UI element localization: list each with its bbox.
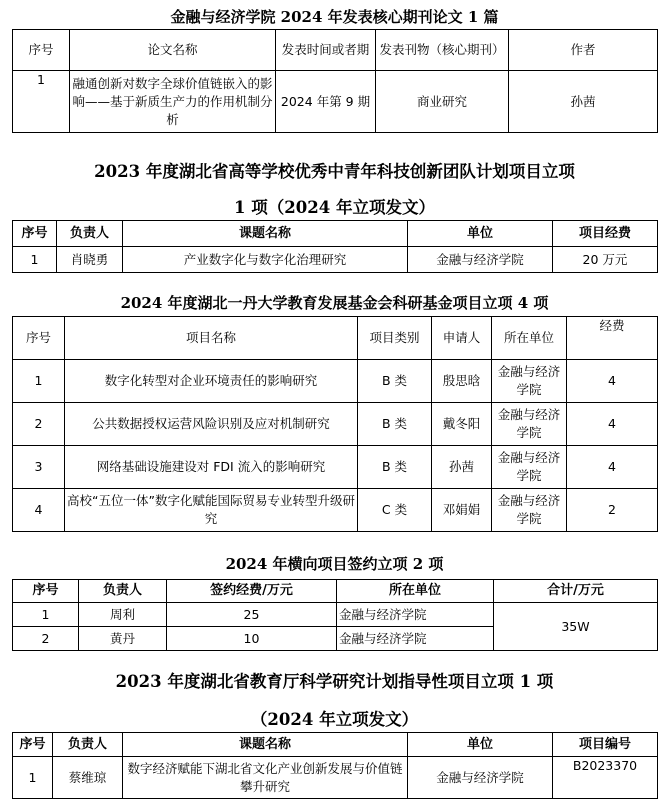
cell-leader: 肖晓勇 [57,247,123,273]
cell-unit: 金融与经济学院 [492,489,567,532]
cell-applicant: 孙茜 [432,446,492,489]
header-seq: 序号 [13,317,65,360]
cell-amount: 25 [167,603,337,627]
cell-topic: 数字经济赋能下湖北省文化产业创新发展与价值链攀升研究 [123,757,408,799]
cell-unit: 金融与经济学院 [408,247,553,273]
cell-applicant: 戴冬阳 [432,403,492,446]
cell-seq: 2 [13,403,65,446]
header-seq: 序号 [13,580,79,603]
cell-amount: 10 [167,627,337,651]
cell-funding: 4 [567,403,658,446]
cell-unit: 金融与经济学院 [337,627,494,651]
cell-funding: 4 [567,446,658,489]
cell-applicant: 邓娟娟 [432,489,492,532]
table-row [13,757,658,799]
cell-seq: 1 [13,603,79,627]
cell-unit: 金融与经济学院 [492,403,567,446]
table-row [13,71,658,133]
section4-title: 2024 年横向项目签约立项 2 项 [225,555,444,573]
header-funding: 经费 [567,317,658,360]
cell-seq: 1 [13,71,70,133]
cell-seq: 1 [13,360,65,403]
header-total: 合计/万元 [494,580,658,603]
paper-table [12,29,658,133]
header-author: 作者 [509,30,658,71]
header-journal: 发表刊物（核心期刊） [376,30,509,71]
header-topic: 课题名称 [123,733,408,757]
header-topic: 课题名称 [123,221,408,247]
header-unit: 单位 [408,733,553,757]
cell-journal: 商业研究 [376,71,509,133]
table-row [13,489,658,532]
header-category: 项目类别 [358,317,432,360]
section2-title-line2: 1 项（2024 年立项发文） [234,198,435,217]
cell-unit: 金融与经济学院 [492,446,567,489]
cell-leader: 蔡维琼 [53,757,123,799]
cell-total: 35W [494,603,658,651]
section3-title: 2024 年度湖北一丹大学教育发展基金会科研基金项目立项 4 项 [120,294,549,312]
cell-seq: 1 [13,757,53,799]
cell-funding: 20 万元 [553,247,658,273]
cell-project-name: 公共数据授权运营风险识别及应对机制研究 [65,403,358,446]
cell-unit: 金融与经济学院 [408,757,553,799]
cell-leader: 周利 [79,603,167,627]
header-unit: 单位 [408,221,553,247]
header-unit: 所在单位 [492,317,567,360]
header-leader: 负责人 [57,221,123,247]
header-paper-name: 论文名称 [70,30,276,71]
cell-seq: 1 [13,247,57,273]
cell-leader: 黄丹 [79,627,167,651]
header-leader: 负责人 [79,580,167,603]
team-project-table [12,220,658,273]
header-applicant: 申请人 [432,317,492,360]
header-seq: 序号 [13,221,57,247]
cell-topic: 产业数字化与数字化治理研究 [123,247,408,273]
header-seq: 序号 [13,30,70,71]
header-publish-time: 发表时间或者期 [276,30,376,71]
cell-category: C 类 [358,489,432,532]
cell-funding: 4 [567,360,658,403]
header-code: 项目编号 [553,733,658,757]
cell-category: B 类 [358,446,432,489]
table-row [13,446,658,489]
cell-code: B2023370 [553,757,658,799]
cell-unit: 金融与经济学院 [337,603,494,627]
horizontal-project-table [12,579,658,651]
cell-project-name: 数字化转型对企业环境责任的影响研究 [65,360,358,403]
section1-title: 金融与经济学院 2024 年发表核心期刊论文 1 篇 [170,8,499,26]
section5-title-line2: （2024 年立项发文） [250,710,419,729]
cell-project-name: 网络基础设施建设对 FDI 流入的影响研究 [65,446,358,489]
cell-seq: 3 [13,446,65,489]
cell-category: B 类 [358,360,432,403]
cell-category: B 类 [358,403,432,446]
cell-seq: 4 [13,489,65,532]
table-row [13,360,658,403]
table-row [13,403,658,446]
header-unit: 所在单位 [337,580,494,603]
cell-publish-time: 2024 年第 9 期 [276,71,376,133]
cell-author: 孙茜 [509,71,658,133]
section5-title-line1: 2023 年度湖北省教育厅科学研究计划指导性项目立项 1 项 [115,672,554,691]
header-seq: 序号 [13,733,53,757]
header-leader: 负责人 [53,733,123,757]
cell-paper-name: 融通创新对数字全球价值链嵌入的影响——基于新质生产力的作用机制分析 [70,71,276,133]
header-amount: 签约经费/万元 [167,580,337,603]
education-dept-project-table [12,732,658,799]
section2-title-line1: 2023 年度湖北省高等学校优秀中青年科技创新团队计划项目立项 [94,162,575,181]
header-project-name: 项目名称 [65,317,358,360]
cell-unit: 金融与经济学院 [492,360,567,403]
research-fund-table [12,316,658,532]
cell-project-name: 高校“五位一体”数字化赋能国际贸易专业转型升级研究 [65,489,358,532]
table-row [13,247,658,273]
table-row [13,603,658,627]
cell-seq: 2 [13,627,79,651]
cell-funding: 2 [567,489,658,532]
header-funding: 项目经费 [553,221,658,247]
cell-applicant: 殷思晗 [432,360,492,403]
